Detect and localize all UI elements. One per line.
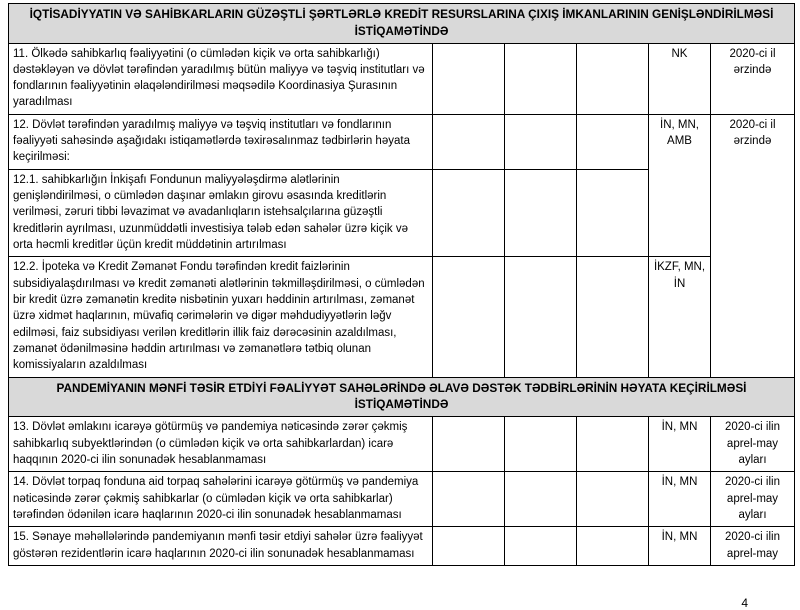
measure-text: 15. Sənaye məhəllələrində pandemiyanın mənfi təsir etdiyi sahələr üzrə fəaliyyət göstərən rezidentlərin icarə haqlarının 2020-ci ilin sonunadək hesablanmaması	[9, 527, 433, 566]
empty-cell	[577, 169, 649, 257]
executor-cell: İKZF, MN, İN	[649, 257, 711, 377]
empty-cell	[577, 114, 649, 169]
measure-text: 12.2. İpoteka və Kredit Zəmanət Fondu tərəfindən kredit faizlərinin subsidiyalaşdırılması və kredit zəmanəti alətlərinin təkmilləşdirilməsi, o cümlədən bir kredit üzrə zəmanətin kreditə nisbətinin yuxarı həddinin artırılması, zəmanət üzrə xidmət haqlarının, müvafiq cərimələrin və digər məhdudiyyətlərin ləğv edilməsi, faiz subsidiyası verilən kreditlərin illik faiz dərəcəsinin azaldılması, zəmanət ödənilməsinə həddin artırılması və zəmanətlərə tətbiq olunan komissiyaların azaldılması	[9, 257, 433, 377]
period-cell: 2020-ci ilin aprel-may ayları	[711, 472, 795, 527]
action-plan-table	[8, 3, 795, 566]
period-cell: 2020-ci il ərzində	[711, 114, 795, 377]
table-row	[9, 114, 795, 169]
executor-cell: İN, MN, AMB	[649, 114, 711, 257]
measure-text: 14. Dövlət torpaq fonduna aid torpaq sahələrini icarəyə götürmüş və pandemiya nəticəsində zərər çəkmiş sahibkarlar (o cümlədən kiçik və orta sahibkarlar) tərəfindən ödənilən icarə haqlarının 2020-ci ilin sonunadək hesablanmaması	[9, 472, 433, 527]
section-header-row	[9, 377, 795, 417]
page-number: 4	[741, 595, 748, 610]
table-row	[9, 472, 795, 527]
table-row	[9, 417, 795, 472]
empty-cell	[433, 472, 505, 527]
empty-cell	[577, 527, 649, 566]
empty-cell	[505, 527, 577, 566]
executor-cell: İN, MN	[649, 472, 711, 527]
empty-cell	[433, 257, 505, 377]
section-title: İQTİSADİYYATIN VƏ SAHİBKARLARIN GÜZƏŞTLİ ŞƏRTLƏRLƏ KREDİT RESURSLARINA ÇIXIŞ İMKANLARININ GENİŞLƏNDİRİLMƏSİ İSTİQAMƏTİNDƏ	[9, 4, 795, 44]
table-row	[9, 527, 795, 566]
empty-cell	[577, 417, 649, 472]
empty-cell	[433, 527, 505, 566]
period-cell: 2020-ci ilin aprel-may	[711, 527, 795, 566]
executor-cell: NK	[649, 43, 711, 114]
measure-text: 13. Dövlət əmlakını icarəyə götürmüş və pandemiya nəticəsində zərər çəkmiş sahibkarlıq subyektlərindən (o cümlədən kiçik və orta sahibkarlardan) icarə haqqının 2020-ci ilin sonunadək hesablanmaması	[9, 417, 433, 472]
empty-cell	[505, 257, 577, 377]
empty-cell	[505, 472, 577, 527]
empty-cell	[577, 257, 649, 377]
table-row	[9, 257, 795, 377]
empty-cell	[505, 43, 577, 114]
empty-cell	[505, 417, 577, 472]
period-cell: 2020-ci ilin aprel-may ayları	[711, 417, 795, 472]
empty-cell	[505, 114, 577, 169]
empty-cell	[433, 169, 505, 257]
section-title: PANDEMİYANIN MƏNFİ TƏSİR ETDİYİ FƏALİYYƏT SAHƏLƏRİNDƏ ƏLAVƏ DƏSTƏK TƏDBİRLƏRİNİN HƏYATA KEÇİRİLMƏSİ İSTİQAMƏTİNDƏ	[9, 377, 795, 417]
empty-cell	[577, 472, 649, 527]
empty-cell	[433, 114, 505, 169]
executor-cell: İN, MN	[649, 417, 711, 472]
section-header-row	[9, 4, 795, 44]
empty-cell	[433, 43, 505, 114]
measure-text: 11. Ölkədə sahibkarlıq fəaliyyətini (o cümlədən kiçik və orta sahibkarlığı) dəstəkləyən və dövlət tərəfindən yaradılmış bütün maliyyə və təşviq institutları və fondlarının fəaliyyətinin əlaqələndirilməsi məqsədilə Koordinasiya Şurasının yaradılması	[9, 43, 433, 114]
table-row	[9, 43, 795, 114]
empty-cell	[433, 417, 505, 472]
period-cell: 2020-ci il ərzində	[711, 43, 795, 114]
measure-text: 12. Dövlət tərəfindən yaradılmış maliyyə və təşviq institutları və fondlarının fəaliyyəti sahəsində aşağıdakı istiqamətlərdə təxirəsalınmaz tədbirlərin həyata keçirilməsi:	[9, 114, 433, 169]
executor-cell: İN, MN	[649, 527, 711, 566]
empty-cell	[577, 43, 649, 114]
empty-cell	[505, 169, 577, 257]
measure-text: 12.1. sahibkarlığın İnkişafı Fondunun maliyyələşdirmə alətlərinin genişləndirilməsi, o cümlədən daşınar əmlakın girovu əsasında kreditlərin verilməsi, zəruri tibbi ləvazimat və avadanlıqların istehsalçılarına güzəştli kreditlərin ayrılması, uzunmüddətli investisiya tələb edən sahələr üzrə kiçik və orta həcmli kreditlər üçün kredit müddətinin artırılması	[9, 169, 433, 257]
